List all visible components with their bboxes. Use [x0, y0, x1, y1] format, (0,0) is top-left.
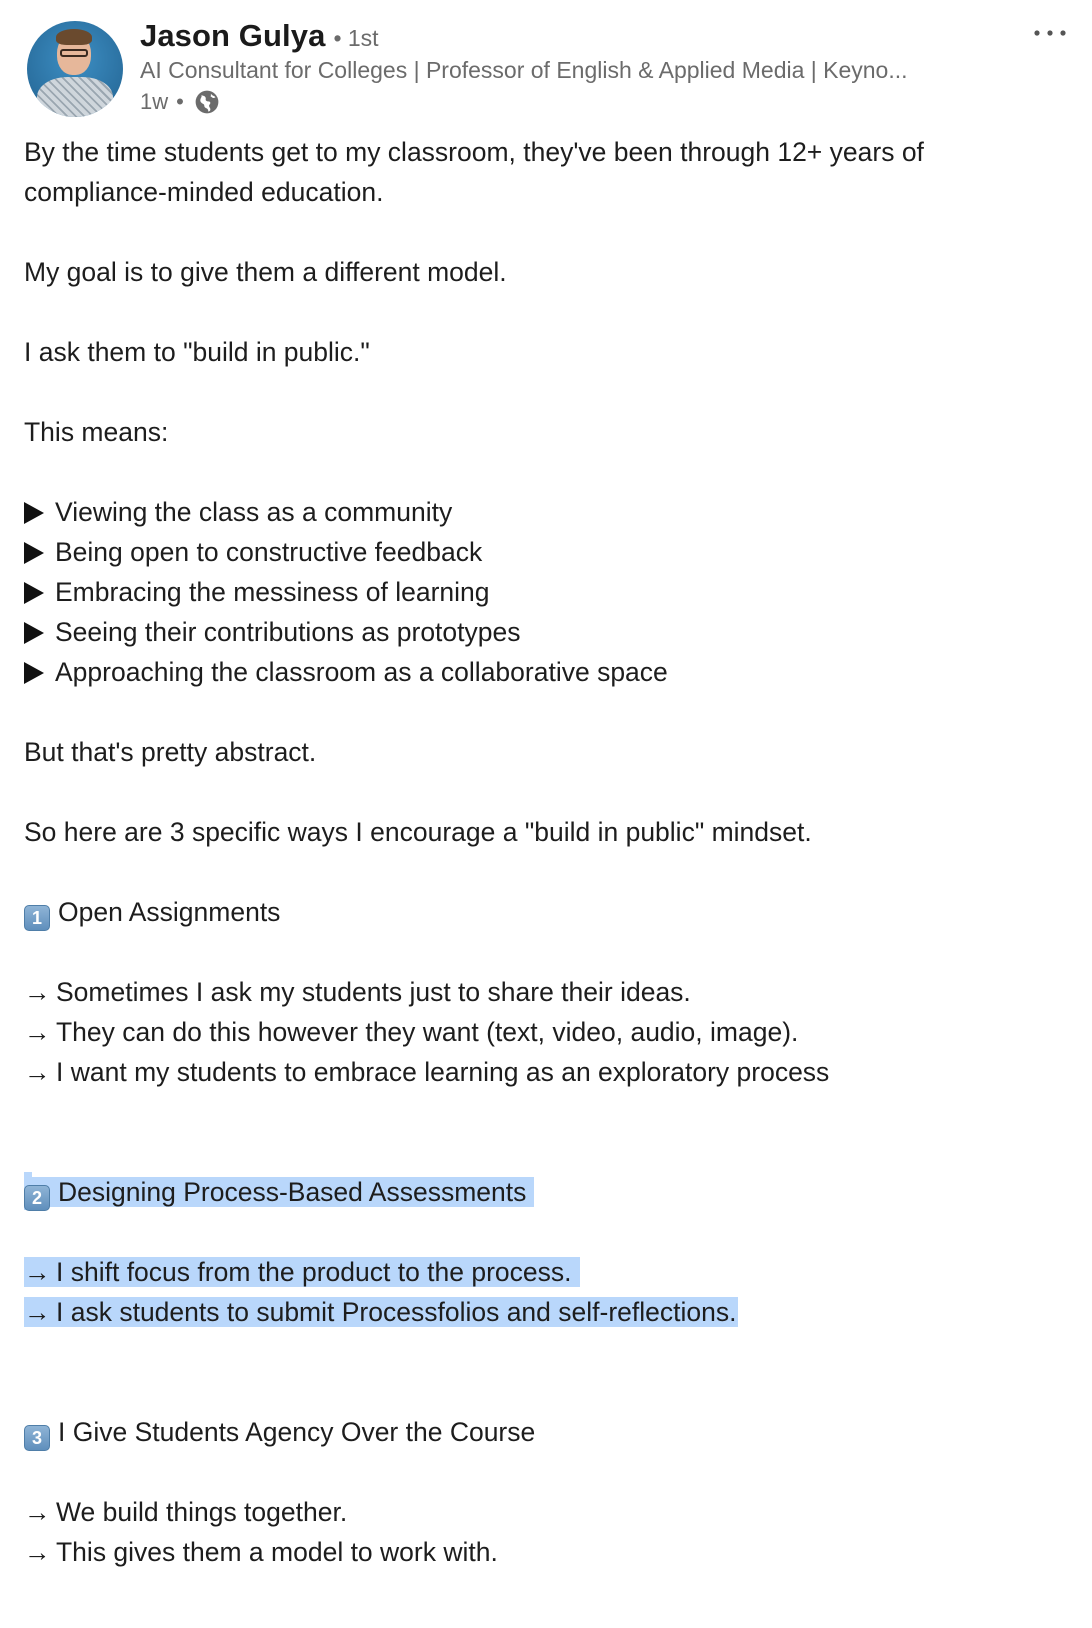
post-text-line: So here are 3 specific ways I encourage a "build in public" mindset.: [24, 817, 812, 847]
triangle-bullet-icon: [24, 582, 44, 604]
author-name-line: [140, 18, 379, 58]
blank-line: [24, 852, 1074, 892]
bullet-text: Approaching the classroom as a collaborative space: [55, 657, 668, 687]
blank-line: [24, 212, 1074, 252]
section-title: Open Assignments: [58, 897, 281, 927]
blank-line: [24, 452, 1074, 492]
blank-line: [24, 772, 1074, 812]
more-options-button[interactable]: [1030, 22, 1070, 44]
arrow-item: [24, 1492, 1074, 1532]
arrow-right-icon: →: [24, 977, 51, 1007]
bullet-text: Embracing the messiness of learning: [55, 577, 490, 607]
post-text-line: compliance-minded education.: [24, 177, 384, 207]
bullet-text: Seeing their contributions as prototypes: [55, 617, 521, 647]
author-name[interactable]: Jason Gulya: [140, 18, 326, 53]
arrow-item-text: Sometimes I ask my students just to share their ideas.: [56, 977, 691, 1007]
post-text-line: This means:: [24, 417, 169, 447]
keycap-two-icon: 2: [24, 1185, 50, 1211]
keycap-one-icon: 1: [24, 905, 50, 931]
triangle-bullet-icon: [24, 502, 44, 524]
more-horizontal-icon: [1033, 29, 1067, 37]
arrow-item: [24, 972, 1074, 1012]
post-body: [24, 132, 1074, 1572]
arrow-item-text: I want my students to embrace learning as an exploratory process: [56, 1057, 830, 1087]
post-time: 1w: [140, 89, 169, 114]
blank-line: [24, 1132, 1074, 1172]
section-heading: [24, 1412, 1074, 1452]
avatar-glasses: [60, 49, 88, 57]
triangle-bullet-icon: [24, 622, 44, 644]
avatar-shirt: [37, 77, 113, 117]
post-text-line: By the time students get to my classroom, they've been through 12+ years of: [24, 137, 924, 167]
arrow-right-icon: →: [24, 1057, 51, 1087]
triangle-bullet-icon: [24, 542, 44, 564]
post-text-line: My goal is to give them a different model.: [24, 257, 507, 287]
section-heading: [24, 892, 1074, 932]
blank-line: [24, 1212, 1074, 1252]
section-title: I Give Students Agency Over the Course: [58, 1417, 536, 1447]
globe-icon: [194, 89, 220, 115]
blank-line: [24, 692, 1074, 732]
blank-line: [24, 1452, 1074, 1492]
arrow-right-icon: →: [24, 1017, 51, 1047]
bullet-item: [24, 612, 1074, 652]
bullet-item: [24, 492, 1074, 532]
post-meta: [140, 88, 220, 116]
arrow-item: [24, 1052, 1074, 1092]
arrow-item-text: This gives them a model to work with.: [56, 1537, 498, 1567]
avatar-hair: [56, 29, 92, 45]
post-text-line: But that's pretty abstract.: [24, 737, 317, 767]
bullet-item: [24, 532, 1074, 572]
connection-degree: • 1st: [333, 25, 379, 51]
arrow-item-text: They can do this however they want (text, video, audio, image).: [56, 1017, 799, 1047]
post-header: [0, 0, 1092, 130]
bullet-text: Viewing the class as a community: [55, 497, 453, 527]
post-text-line: I ask them to "build in public.": [24, 337, 370, 367]
blank-line: [24, 292, 1074, 332]
blank-line: [24, 1332, 1074, 1372]
author-headline: AI Consultant for Colleges | Professor of English & Applied Media | Keyno...: [140, 57, 908, 83]
blank-line: [24, 1092, 1074, 1132]
blank-line: [24, 372, 1074, 412]
arrow-item: [24, 1532, 1074, 1572]
bullet-item: [24, 652, 1074, 692]
arrow-right-icon: →: [24, 1497, 51, 1527]
arrow-item: [24, 1252, 1074, 1292]
arrow-right-icon: →: [24, 1537, 51, 1567]
meta-separator: •: [176, 89, 184, 114]
keycap-three-icon: 3: [24, 1425, 50, 1451]
blank-line: [24, 1372, 1074, 1412]
triangle-bullet-icon: [24, 662, 44, 684]
avatar[interactable]: [27, 21, 123, 117]
section-heading: [24, 1172, 1074, 1212]
bullet-item: [24, 572, 1074, 612]
blank-line: [24, 932, 1074, 972]
arrow-right-icon: →: [24, 1257, 51, 1287]
section-title: Designing Process-Based Assessments: [58, 1177, 527, 1207]
arrow-item-text: I ask students to submit Processfolios and self-reflections.: [56, 1297, 737, 1327]
arrow-item-text: We build things together.: [56, 1497, 348, 1527]
arrow-item-text: I shift focus from the product to the process.: [56, 1257, 572, 1287]
arrow-item: [24, 1012, 1074, 1052]
arrow-right-icon: →: [24, 1297, 51, 1327]
arrow-item: [24, 1292, 1074, 1332]
bullet-text: Being open to constructive feedback: [55, 537, 483, 567]
